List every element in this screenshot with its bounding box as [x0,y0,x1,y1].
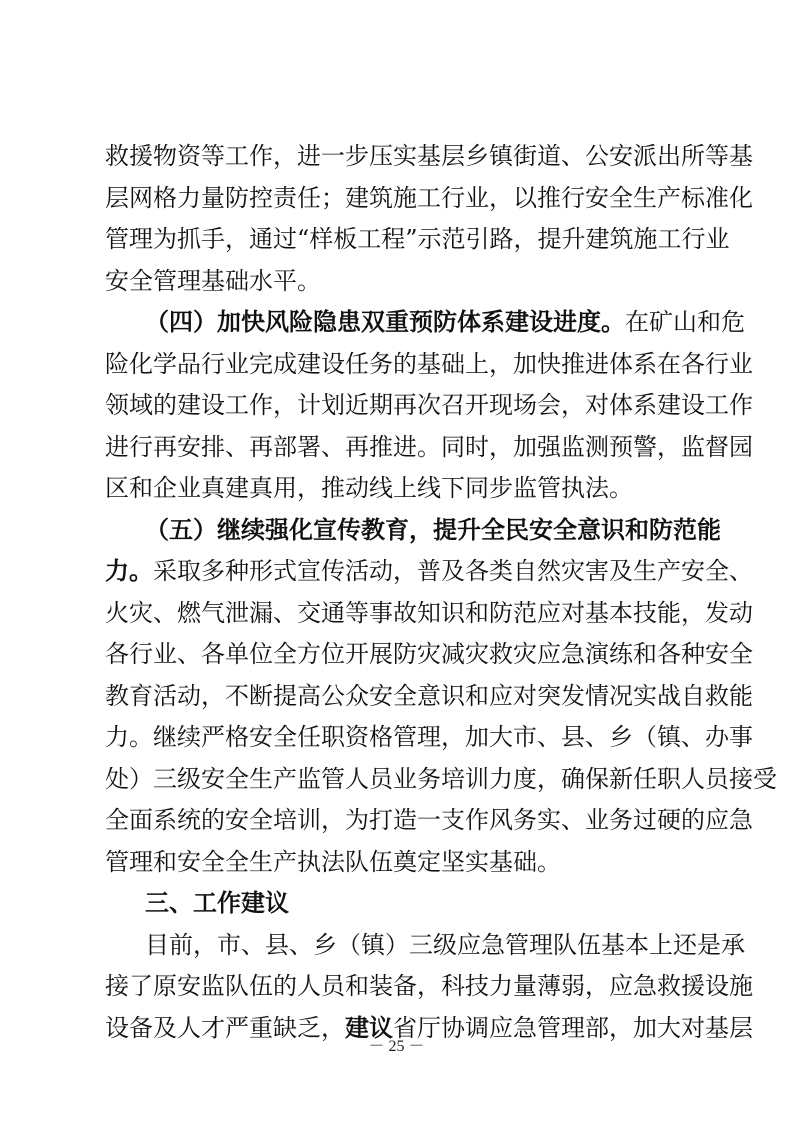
text-line [105,551,753,593]
text-line: 教育活动，不断提高公众安全意识和应对突发情况实战自救能 [105,681,753,710]
text-fragment: 设备及人才严重缺乏， [105,1013,345,1042]
text-fragment: 在矿山和危 [625,308,745,336]
text-line: 险化学品行业完成建设任务的基础上，加快推进体系在各行业 [105,349,753,378]
text-line: 领域的建设工作，计划近期再次召开现场会，对体系建设工作 [105,391,753,419]
paragraph-2 [105,302,753,510]
section-lead-5: （五）继续强化宣传教育，提升全民安全意识和防范能 [145,515,721,544]
text-line: 全面系统的安全培训，为打造一支作风务实、业务过硬的应急 [105,806,753,834]
text-line: 接了原安监队伍的人员和装备，科技力量薄弱，应急救援设施 [105,972,753,1000]
document-body [105,136,777,1049]
text-line: 处）三级安全生产监管人员业务培训力度，确保新任职人员接受 [105,764,777,793]
emphasis-text: 建议 [345,1013,393,1042]
text-line: 救援物资等工作，进一步压实基层乡镇街道、公安派出所等基 [105,142,753,170]
text-line: 管理为抓手，通过“样板工程”示范引路，提升建筑施工行业 [105,225,730,253]
paragraph-4 [105,925,753,1050]
paragraph-3 [105,510,777,884]
text-line: 进行再安排、再部署、再推进。同时，加强监测预警，监督园 [105,432,753,461]
text-line: 区和企业真建真用，推动线上线下同步监管执法。 [105,474,633,502]
text-line: 各行业、各单位全方位开展防灾减灾救灾应急演练和各种安全 [105,640,753,668]
text-line: 目前，市、县、乡（镇）三级应急管理队伍基本上还是承 [145,930,745,959]
text-line: 管理和安全全生产执法队伍奠定坚实基础。 [105,847,561,876]
text-line: 层网格力量防控责任；建筑施工行业，以推行安全生产标准化 [105,183,753,212]
text-line [105,302,745,344]
section-heading: 三、工作建议 [145,889,289,917]
section-lead-4: （四）加快风险隐患双重预防体系建设进度。 [145,308,625,336]
text-line: 力。继续严格安全任职资格管理，加大市、县、乡（镇、办事 [105,723,753,751]
text-fragment: 省厅协调应急管理部，加大对基层 [393,1013,753,1042]
text-fragment: 采取多种形式宣传活动，普及各类自然灾害及生产安全、 [153,557,753,585]
page-number: － 25 － [368,1038,425,1055]
paragraph-1 [105,136,753,302]
text-line: 火灾、燃气泄漏、交通等事故知识和防范应对基本技能，发动 [105,598,753,627]
text-line: 安全管理基础水平。 [105,266,321,295]
section-lead-5-end: 力。 [105,557,153,585]
